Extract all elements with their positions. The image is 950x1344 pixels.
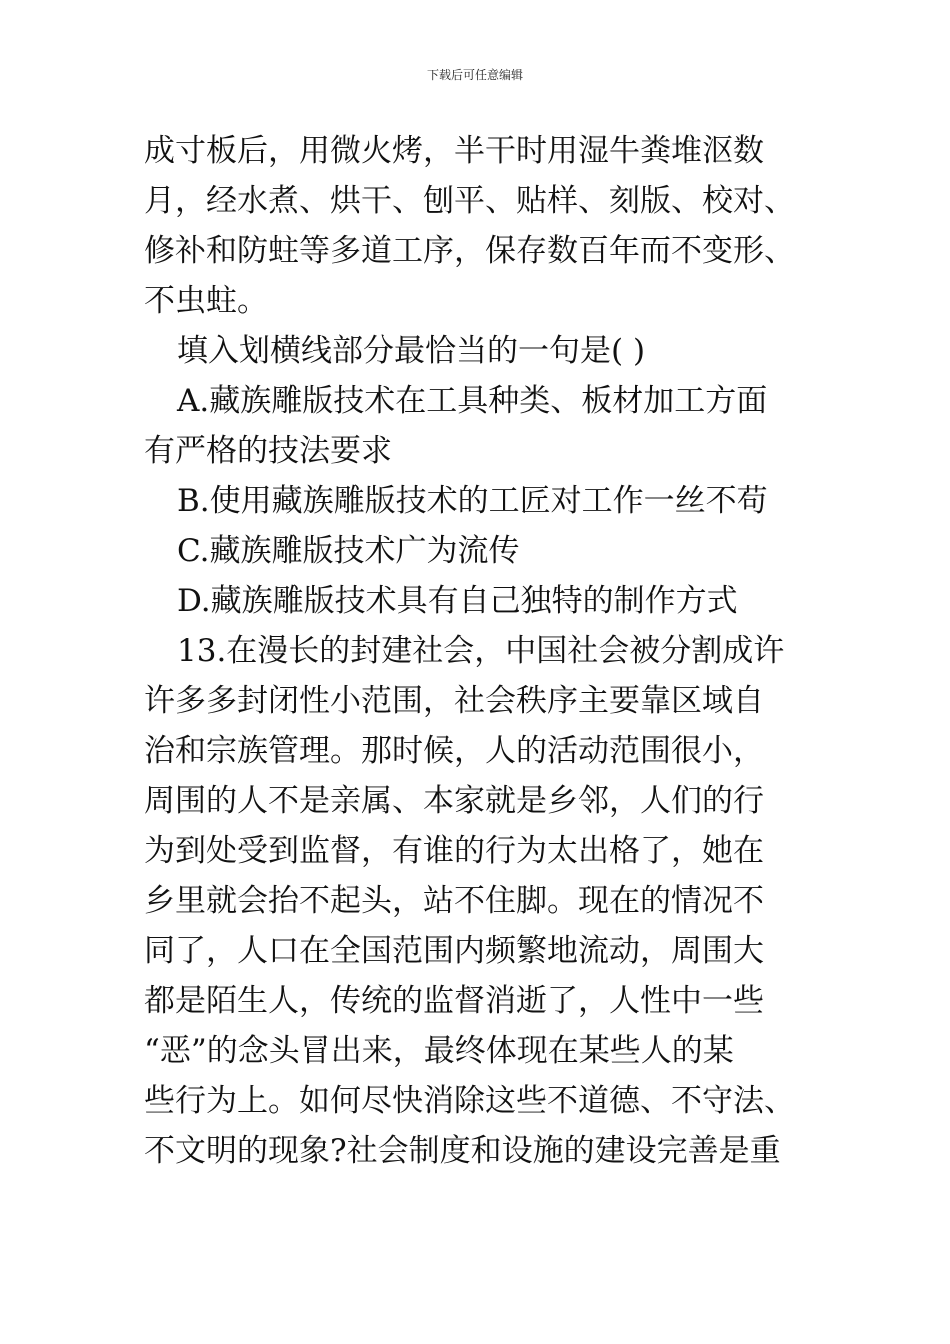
paragraph-line: 些行为上。如何尽快消除这些不道德、不守法、 — [144, 1083, 795, 1119]
question-13-line: 13.在漫长的封建社会，中国社会被分割成许 — [177, 633, 785, 669]
question-prompt: 填入划横线部分最恰当的一句是( ) — [177, 333, 646, 369]
paragraph-line: 同了，人口在全国范围内频繁地流动，周围大 — [144, 933, 764, 969]
paragraph-line: 周围的人不是亲属、本家就是乡邻，人们的行 — [144, 783, 764, 819]
option-a: A.藏族雕版技术在工具种类、板材加工方面 — [177, 383, 768, 419]
paragraph-line: 治和宗族管理。那时候，人的活动范围很小， — [144, 733, 764, 769]
paragraph-line: 为到处受到监督，有谁的行为太出格了，她在 — [144, 833, 764, 869]
paragraph-line: 不虫蛀。 — [144, 283, 268, 319]
paragraph-line: 成寸板后，用微火烤，半干时用湿牛粪堆沤数 — [144, 133, 764, 169]
option-d: D.藏族雕版技术具有自己独特的制作方式 — [177, 583, 738, 619]
option-c: C.藏族雕版技术广为流传 — [177, 533, 520, 569]
option-b: B.使用藏族雕版技术的工匠对工作一丝不苟 — [177, 483, 768, 519]
paragraph-line: 许多多封闭性小范围，社会秩序主要靠区域自 — [144, 683, 764, 719]
paragraph-line: 修补和防蛀等多道工序，保存数百年而不变形、 — [144, 233, 795, 269]
paragraph-line: “恶”的念头冒出来，最终体现在某些人的某 — [144, 1033, 734, 1069]
document-body — [144, 126, 814, 1176]
option-a-continued: 有严格的技法要求 — [144, 433, 392, 469]
paragraph-line: 不文明的现象?社会制度和设施的建设完善是重 — [144, 1133, 781, 1169]
paragraph-line: 乡里就会抬不起头，站不住脚。现在的情况不 — [144, 883, 764, 919]
paragraph-line: 都是陌生人，传统的监督消逝了，人性中一些 — [144, 983, 764, 1019]
paragraph-line: 月，经水煮、烘干、刨平、贴样、刻版、校对、 — [144, 183, 795, 219]
page-header: 下载后可任意编辑 — [426, 68, 523, 82]
